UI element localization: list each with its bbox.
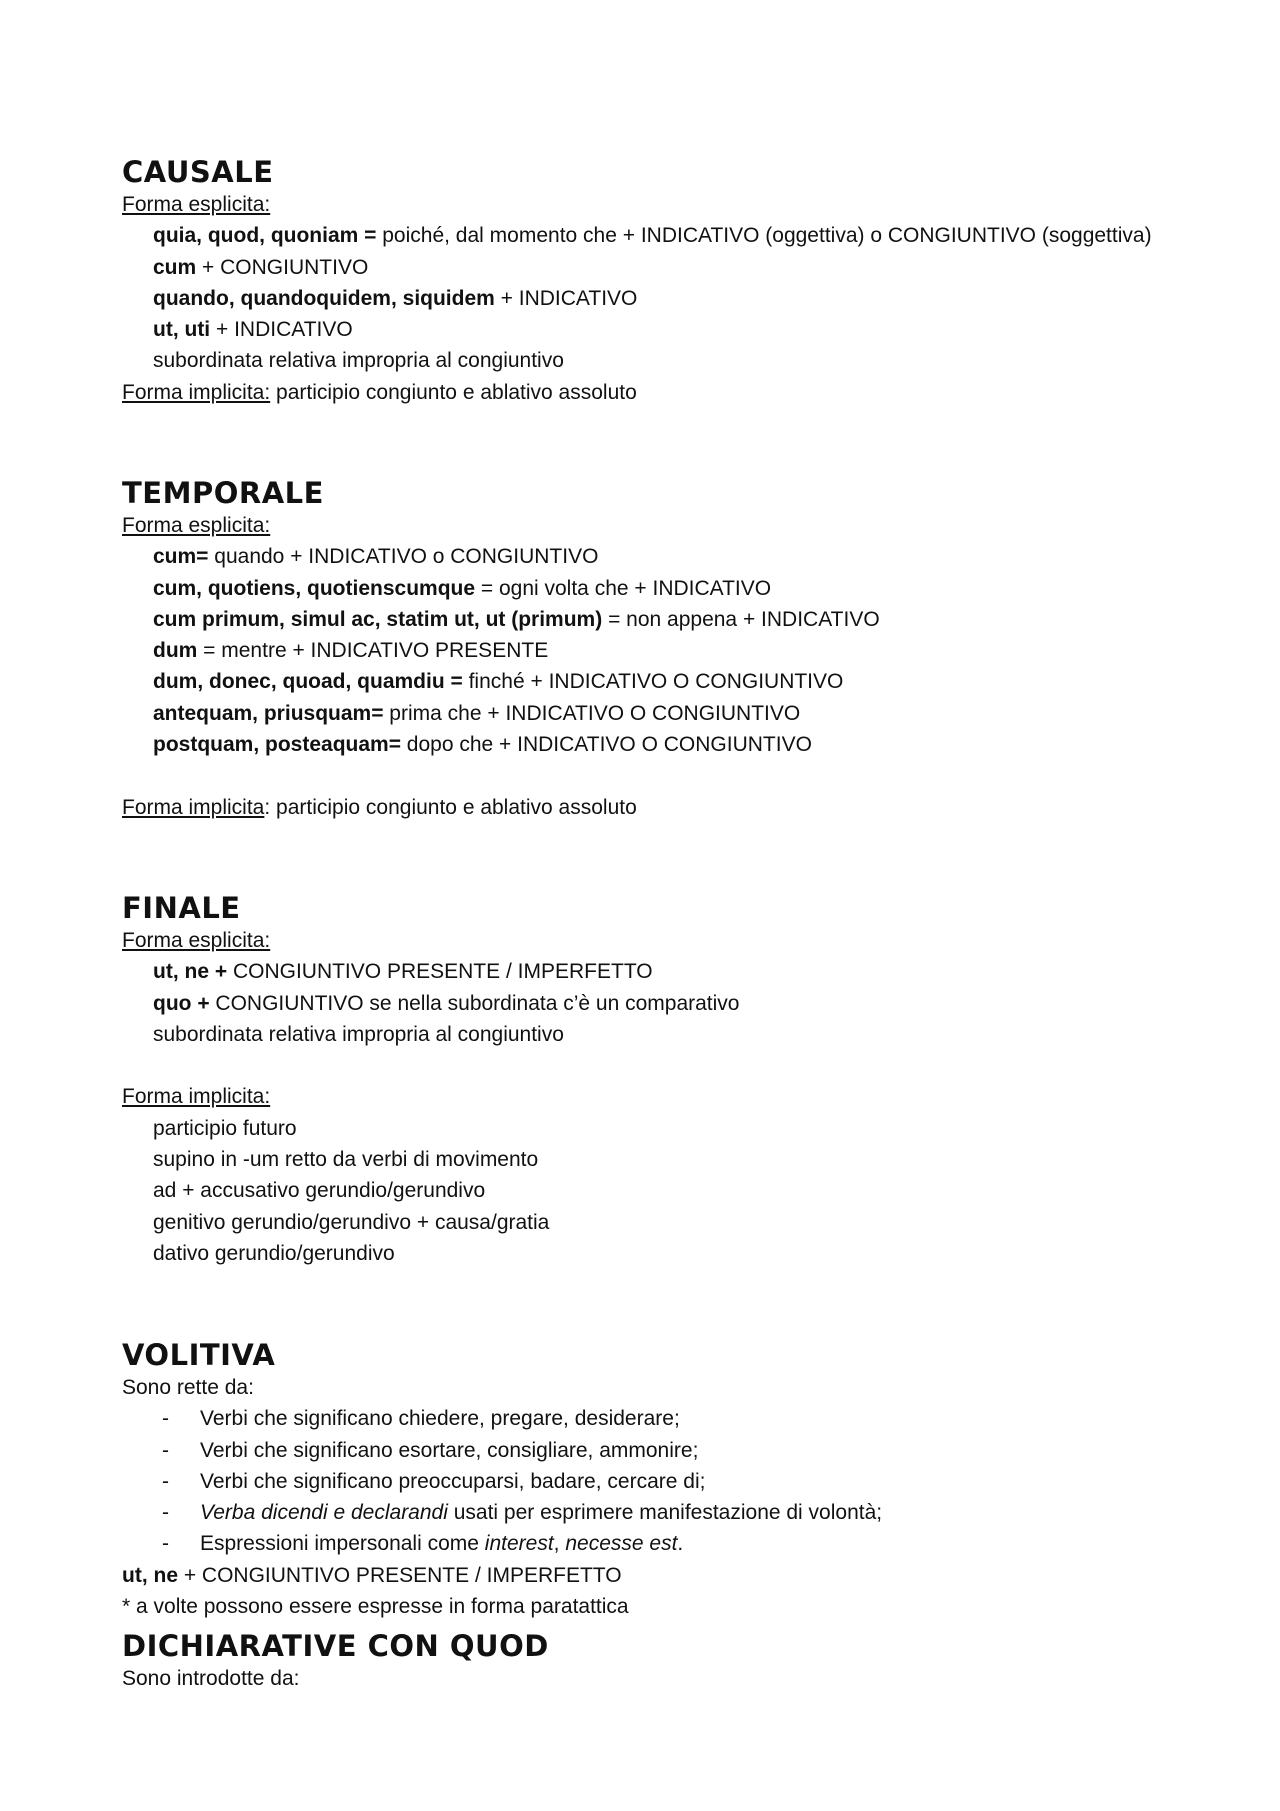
section-temporale: [122, 476, 1220, 823]
section-causale: [122, 155, 1220, 408]
rule-line: quia, quod, quoniam = poiché, dal momento che + INDICATIVO (oggettiva) o CONGIUNTIVO (soggettiva): [153, 224, 1152, 248]
section-finale: [122, 891, 1220, 1269]
implicit-item: supino in -um retto da verbi di movimento: [153, 1148, 539, 1172]
implicit-item: ad + accusativo gerundio/gerundivo: [153, 1179, 486, 1203]
rule-line: ut, ne + CONGIUNTIVO PRESENTE / IMPERFETTO: [153, 960, 653, 984]
rule-line: subordinata relativa impropria al congiuntivo: [153, 349, 564, 373]
bullet-item: - Espressioni impersonali come interest, necesse est.: [162, 1532, 684, 1556]
rule-line: cum primum, simul ac, statim ut, ut (primum) = non appena + INDICATIVO: [153, 607, 880, 631]
intro-text: Sono introdotte da:: [122, 1667, 300, 1690]
explicit-form-label: Forma esplicita:: [122, 514, 271, 537]
bullet-item: - Verbi che significano chiedere, pregare, desiderare;: [162, 1407, 680, 1431]
section-title: VOLITIVA: [122, 1338, 276, 1372]
section-title: DICHIARATIVE CON QUOD: [122, 1629, 549, 1663]
explicit-form-label: Forma esplicita:: [122, 193, 271, 216]
rule-line: ut, ne + CONGIUNTIVO PRESENTE / IMPERFETTO: [122, 1563, 622, 1587]
implicit-form-line: Forma implicita: participio congiunto e ablativo assoluto: [122, 380, 637, 404]
section-dichiarative: [122, 1629, 1220, 1694]
rule-line: dum, donec, quoad, quamdiu = finché + INDICATIVO O CONGIUNTIVO: [153, 670, 844, 694]
rule-line: cum= quando + INDICATIVO o CONGIUNTIVO: [153, 545, 599, 569]
rule-line: postquam, posteaquam= dopo che + INDICATIVO O CONGIUNTIVO: [153, 733, 812, 757]
bullet-item: - Verba dicendi e declarandi usati per esprimere manifestazione di volontà;: [162, 1501, 883, 1525]
note-text: * a volte possono essere espresse in forma paratattica: [122, 1595, 629, 1619]
rule-line: cum + CONGIUNTIVO: [153, 255, 369, 279]
section-volitiva: [122, 1338, 1220, 1622]
implicit-form-line: Forma implicita: participio congiunto e ablativo assoluto: [122, 795, 637, 819]
implicit-item: participio futuro: [153, 1116, 297, 1140]
bullet-item: - Verbi che significano esortare, consigliare, ammonire;: [162, 1438, 699, 1462]
rule-line: quando, quandoquidem, siquidem + INDICATIVO: [153, 286, 638, 310]
rule-line: dum = mentre + INDICATIVO PRESENTE: [153, 639, 549, 663]
rule-line: antequam, priusquam= prima che + INDICATIVO O CONGIUNTIVO: [153, 701, 801, 725]
bullet-item: - Verbi che significano preoccuparsi, badare, cercare di;: [162, 1469, 706, 1493]
section-title: FINALE: [122, 891, 241, 925]
section-title: CAUSALE: [122, 155, 274, 189]
implicit-item: dativo gerundio/gerundivo: [153, 1241, 395, 1265]
intro-text: Sono rette da:: [122, 1376, 254, 1399]
section-title: TEMPORALE: [122, 476, 324, 510]
implicit-item: genitivo gerundio/gerundivo + causa/gratia: [153, 1210, 550, 1234]
rule-line: cum, quotiens, quotienscumque = ogni volta che + INDICATIVO: [153, 576, 772, 600]
rule-line: subordinata relativa impropria al congiuntivo: [153, 1022, 564, 1046]
rule-line: quo + CONGIUNTIVO se nella subordinata c’è un comparativo: [153, 991, 740, 1015]
explicit-form-label: Forma esplicita:: [122, 929, 271, 952]
implicit-form-label: Forma implicita:: [122, 1085, 271, 1109]
rule-line: ut, uti + INDICATIVO: [153, 318, 353, 342]
